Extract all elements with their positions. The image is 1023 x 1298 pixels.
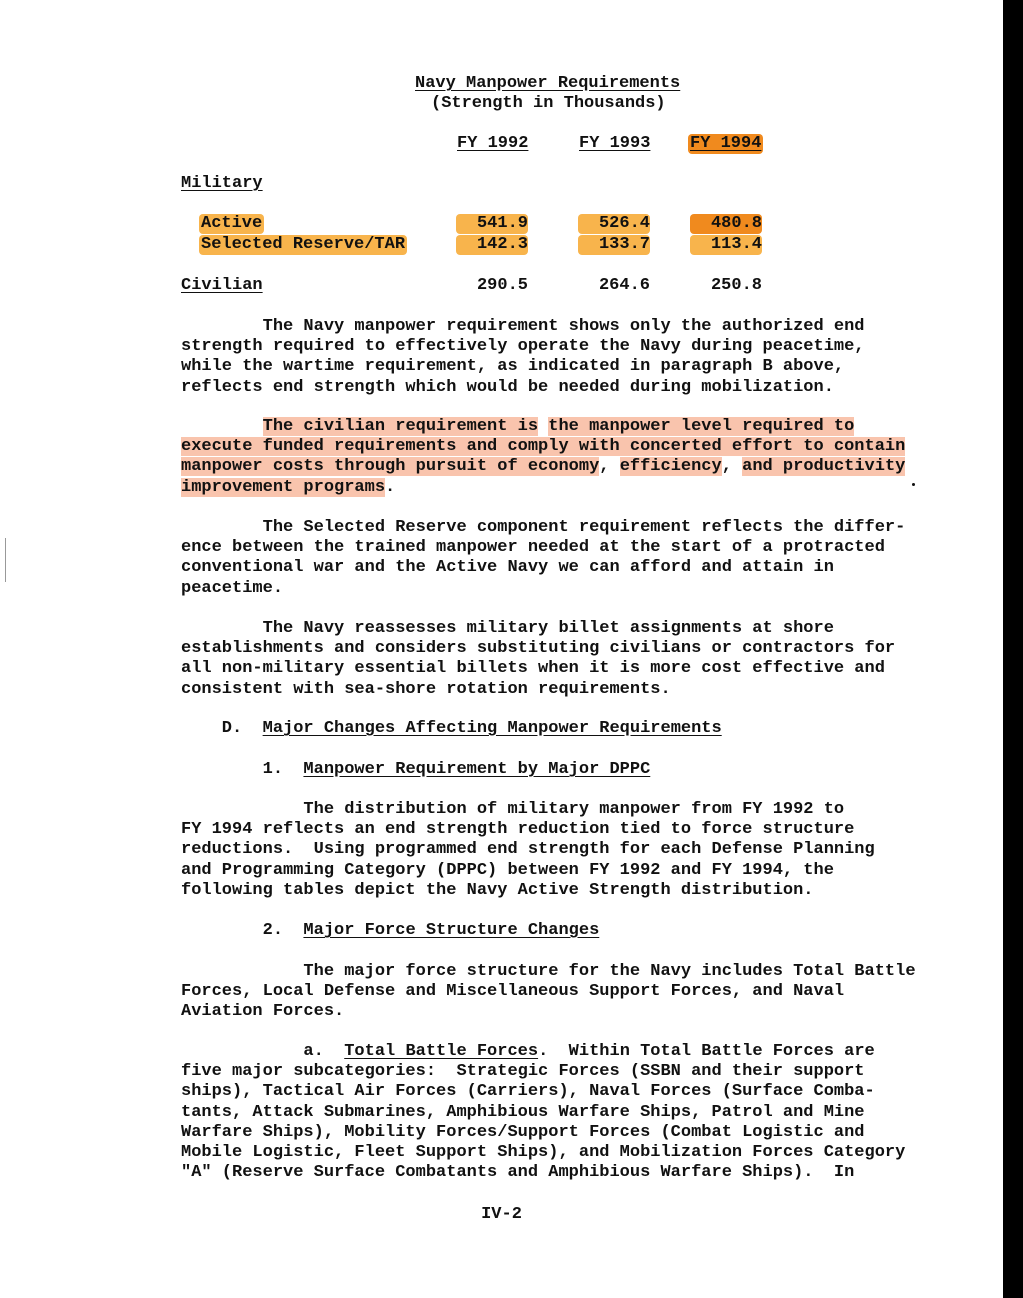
column-header-fy1992: FY 1992 — [457, 134, 529, 153]
highlighted-text: improvement programs — [181, 477, 386, 497]
text-segment: Mobile Logistic, Fleet Support Ships), and Mobilization Forces Category — [181, 1142, 906, 1162]
cell-civilian-fy1992: 290.5 — [476, 276, 528, 295]
text-line — [181, 719, 722, 739]
cell-reserve-fy1994: 113.4 — [690, 235, 762, 255]
table-subtitle: (Strength in Thousands) — [431, 94, 666, 113]
text-segment: tants, Attack Submarines, Amphibious Warfare Ships, Patrol and Mine — [181, 1102, 865, 1122]
text-line — [181, 680, 895, 700]
text-line — [181, 962, 916, 982]
text-line — [181, 417, 905, 437]
text-segment: Aviation Forces. — [181, 1002, 345, 1022]
paragraph-total-battle-forces — [181, 1042, 905, 1183]
text-line — [181, 579, 905, 599]
text-segment: "A" (Reserve Surface Combatants and Amphibious Warfare Ships). In — [181, 1163, 855, 1183]
subsection-heading-2 — [181, 921, 599, 941]
text-segment: ence between the trained manpower needed at the start of a protracted — [181, 538, 885, 558]
text-segment — [538, 417, 548, 436]
text-segment: The Selected Reserve component requirement reflects the differ- — [181, 518, 906, 537]
text-segment: , — [721, 457, 743, 477]
text-line — [181, 619, 895, 639]
paragraph-distribution — [181, 800, 875, 901]
text-segment: D. — [181, 719, 263, 738]
text-segment: strength required to effectively operate the Navy during peacetime, — [181, 337, 865, 357]
scan-edge-bar — [1003, 0, 1023, 1298]
cell-active-fy1992: 541.9 — [456, 214, 528, 234]
underlined-heading-text: Major Changes Affecting Manpower Requirements — [262, 719, 722, 738]
text-line — [181, 1143, 905, 1163]
text-segment: all non-military essential billets when it is more cost effective and — [181, 659, 885, 679]
text-line — [181, 1082, 905, 1102]
text-segment: The Navy reassesses military billet assignments at shore — [181, 619, 834, 638]
text-segment: The distribution of military manpower from FY 1992 to — [181, 800, 845, 819]
text-segment: Warfare Ships), Mobility Forces/Support Forces (Combat Logistic and — [181, 1122, 865, 1142]
paragraph-selected-reserve — [181, 518, 905, 599]
text-line — [181, 820, 875, 840]
paragraph-civilian-requirement — [181, 417, 905, 498]
text-line — [181, 921, 599, 941]
highlighted-text: manpower costs through pursuit of economy — [181, 457, 600, 477]
underlined-heading-text: Manpower Requirement by Major DPPC — [303, 760, 651, 779]
text-segment: The major force structure for the Navy includes Total Battle — [181, 962, 916, 981]
cell-reserve-fy1993: 133.7 — [578, 235, 650, 255]
cell-active-fy1994: 480.8 — [690, 214, 762, 234]
text-line — [181, 1002, 916, 1022]
paragraph-force-structure — [181, 962, 916, 1023]
text-line — [181, 1163, 905, 1183]
text-segment: . Within Total Battle Forces are — [538, 1042, 875, 1061]
text-segment — [181, 417, 263, 436]
text-segment: and Programming Category (DPPC) between FY 1992 and FY 1994, the — [181, 860, 834, 880]
cell-civilian-fy1993: 264.6 — [598, 276, 650, 295]
text-line — [181, 1103, 905, 1123]
text-segment: 1. — [181, 760, 304, 779]
military-label: Military — [181, 174, 263, 193]
text-segment: Forces, Local Defense and Miscellaneous Support Forces, and Naval — [181, 982, 845, 1002]
text-segment: , — [599, 457, 620, 477]
text-line — [181, 760, 650, 780]
text-line — [181, 378, 865, 398]
text-line — [181, 861, 875, 881]
text-line — [181, 881, 875, 901]
highlighted-text: efficiency — [619, 457, 722, 477]
text-line — [181, 538, 905, 558]
text-line — [181, 659, 895, 679]
page-number: IV-2 — [481, 1205, 522, 1224]
subsection-heading-1 — [181, 760, 650, 780]
text-segment: conventional war and the Active Navy we can afford and attain in — [181, 558, 834, 578]
text-segment: . — [385, 477, 396, 497]
column-header-fy1994: FY 1994 — [690, 134, 762, 153]
highlighted-text: and productivity — [742, 457, 906, 477]
text-segment: consistent with sea-shore rotation requirements. — [181, 679, 671, 699]
stray-dot — [912, 483, 915, 486]
text-line — [181, 317, 865, 337]
text-segment: 2. — [181, 921, 304, 940]
text-segment: a. — [181, 1042, 345, 1061]
text-line — [181, 558, 905, 578]
paragraph-authorized-strength — [181, 317, 865, 398]
underlined-heading-text: Total Battle Forces — [344, 1042, 539, 1061]
scan-mark — [5, 538, 6, 582]
text-segment: peacetime. — [181, 578, 284, 598]
text-segment: FY 1994 reflects an end strength reduction tied to force structure — [181, 820, 855, 840]
text-segment: while the wartime requirement, as indicated in paragraph B above, — [181, 357, 845, 377]
highlighted-text: execute funded requirements and comply with concerted effort to contain — [181, 437, 906, 457]
cell-civilian-fy1994: 250.8 — [710, 276, 762, 295]
text-line — [181, 982, 916, 1002]
table-title: Navy Manpower Requirements — [415, 74, 681, 93]
text-line — [181, 1042, 905, 1062]
row-label-active: Active — [201, 214, 263, 233]
paragraph-billet-assignments — [181, 619, 895, 700]
text-segment: The Navy manpower requirement shows only the authorized end — [181, 317, 865, 336]
text-segment: reductions. Using programmed end strength for each Defense Planning — [181, 840, 875, 860]
text-line — [181, 518, 905, 538]
underlined-heading-text: Major Force Structure Changes — [303, 921, 600, 940]
text-segment: ships), Tactical Air Forces (Carriers), Naval Forces (Surface Comba- — [181, 1082, 875, 1102]
text-segment: establishments and considers substituting civilians or contractors for — [181, 639, 896, 659]
text-line — [181, 457, 905, 477]
text-line — [181, 639, 895, 659]
cell-reserve-fy1992: 142.3 — [456, 235, 528, 255]
text-line — [181, 800, 875, 820]
text-line — [181, 437, 905, 457]
text-line — [181, 1062, 905, 1082]
civilian-label: Civilian — [181, 276, 263, 295]
text-line — [181, 478, 905, 498]
row-label-selected-reserve: Selected Reserve/TAR — [201, 235, 406, 254]
highlighted-text: The civilian requirement is — [262, 417, 539, 436]
text-line — [181, 337, 865, 357]
cell-active-fy1993: 526.4 — [578, 214, 650, 234]
text-line — [181, 1123, 905, 1143]
text-segment: reflects end strength which would be needed during mobilization. — [181, 377, 834, 397]
text-segment: five major subcategories: Strategic Forces (SSBN and their support — [181, 1062, 865, 1082]
text-line — [181, 357, 865, 377]
highlighted-text: the manpower level required to — [548, 417, 855, 436]
section-heading-d — [181, 719, 722, 739]
text-line — [181, 840, 875, 860]
text-segment: following tables depict the Navy Active Strength distribution. — [181, 880, 814, 900]
column-header-fy1993: FY 1993 — [579, 134, 651, 153]
